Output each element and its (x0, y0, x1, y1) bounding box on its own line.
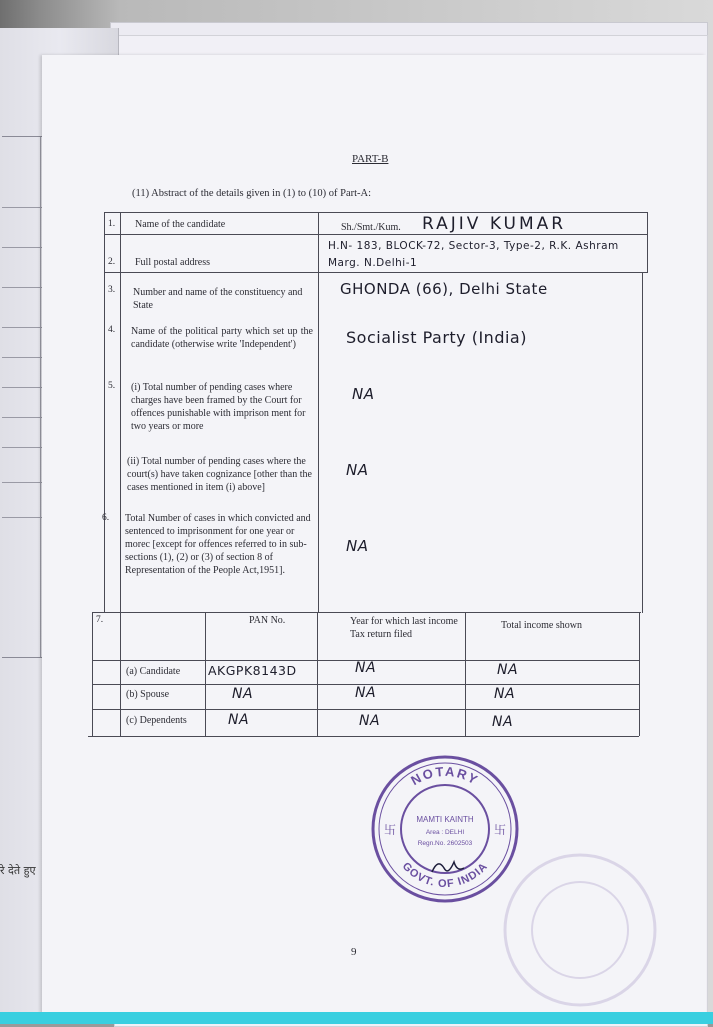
page-number: 9 (351, 946, 357, 958)
postal-address-label: Full postal address (135, 257, 210, 268)
row-number: 1. (108, 219, 116, 229)
pending-cases-charged-value: NA (352, 385, 375, 403)
stamp-regn: Regn.No. 2602503 (417, 840, 473, 847)
candidate-name-label: Name of the candidate (135, 219, 226, 230)
row-number: 2. (108, 257, 116, 267)
income-spouse: NA (494, 686, 516, 702)
pan-candidate: AKGPK8143D (208, 663, 297, 678)
constituency-value: GHONDA (66), Delhi State (340, 280, 548, 298)
scanner-edge-strip (0, 1012, 713, 1024)
pending-cases-cognizance-label: (ii) Total number of pending cases where the court(s) have taken cognizance [other than the cases mentioned in item (i) above] (127, 456, 312, 493)
title-prefix: Sh./Smt./Kum. (341, 222, 401, 233)
year-dependents: NA (359, 713, 381, 729)
row-number: 4. (108, 325, 116, 335)
pan-header: PAN No. (249, 615, 286, 626)
candidate-name-value: RAJIV KUMAR (422, 214, 567, 234)
year-candidate: NA (355, 660, 377, 676)
convicted-cases-label: Total Number of cases in which convicted and sentenced to imprisonment for one year or morec [except for offences referred to in sub-sections (1), (2) or (3) of section 8 of Representation of the People Act,1951]. (125, 513, 311, 576)
income-dependents: NA (492, 714, 514, 730)
r7-row-label: (a) Candidate (126, 666, 181, 677)
income-candidate: NA (497, 662, 519, 678)
year-header: Year for which last income Tax return filed (350, 616, 458, 640)
row-number: 3. (108, 285, 116, 295)
political-party-value: Socialist Party (India) (346, 328, 527, 347)
r7-row-label: (c) Dependents (126, 715, 187, 726)
row-number: 6. (102, 513, 110, 523)
stamp-name: MAMTI KAINTH (416, 815, 474, 824)
abstract-line: (11) Abstract of the details given in (1) to (10) of Part-A: (132, 188, 372, 199)
postal-address-value: H.N- 183, BLOCK-72, Sector-3, Type-2, R.K. Ashram Marg. N.Delhi-1 (328, 240, 619, 269)
bleed-through-stamp (500, 850, 660, 1010)
pending-cases-charged-label: (i) Total number of pending cases where charges have been framed by the Court for offences punishable with imprison ment for two years or more (131, 382, 306, 432)
part-heading: PART-B (352, 153, 389, 165)
notary-stamp (370, 754, 520, 904)
row-number: 5. (108, 381, 116, 391)
stamp-top-text: NOTARY (408, 763, 482, 789)
row-number: 7. (96, 615, 104, 625)
constituency-label: Number and name of the constituency and State (133, 287, 303, 311)
svg-text:GOVT. OF INDIA (400, 860, 491, 890)
political-party-label: Name of the political party which set up the candidate (otherwise write 'Independent') (131, 326, 313, 350)
margin-hindi-text: रे देते हुए (0, 864, 36, 877)
pending-cases-cognizance-value: NA (346, 461, 369, 479)
r7-row-label: (b) Spouse (126, 689, 170, 700)
income-header: Total income shown (501, 620, 582, 631)
stamp-bottom-text: GOVT. OF INDIA (399, 860, 491, 891)
convicted-cases-value: NA (346, 537, 369, 555)
pan-dependents: NA (228, 712, 250, 728)
stamp-area: Area : DELHI (425, 829, 465, 836)
swastika-left-icon: 卐 (384, 823, 397, 837)
year-spouse: NA (355, 685, 377, 701)
swastika-right-icon: 卐 (494, 823, 507, 837)
pan-spouse: NA (232, 686, 254, 702)
